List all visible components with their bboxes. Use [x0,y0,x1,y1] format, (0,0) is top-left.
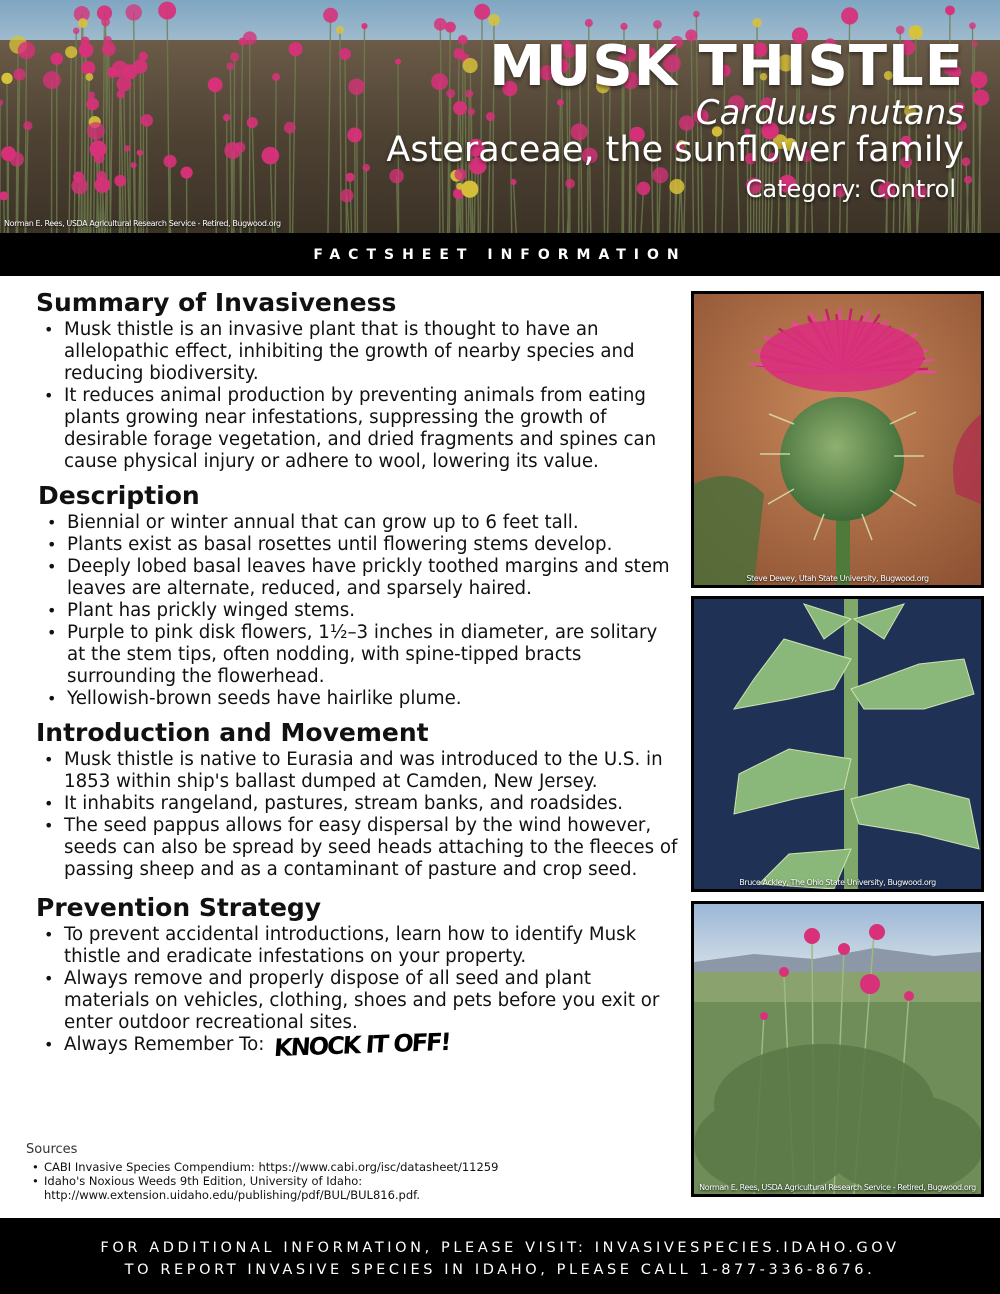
scientific-name: Carduus nutans [695,93,964,133]
list-item: • Biennial or winter annual that can grow up to 6 feet tall. [45,512,681,534]
list-item: • Purple to pink disk flowers, 1½–3 inches in diameter, are solitary at the stem tips, often nodding, with spine-tipped bracts surrounding the flowerhead. [45,622,681,688]
photo-field-plant [691,901,984,1197]
list-item: • It reduces animal production by preventing animals from eating plants growing near infestations, suppressing the growth of desirable forage vegetation, and dried fragments and spines can cause physical injury or adhere to wool, lowering its value. [42,385,681,473]
footer-info-line: FOR ADDITIONAL INFORMATION, PLEASE VISIT: INVASIVESPECIES.IDAHO.GOV [100,1240,900,1256]
photo-credit: Bruce Ackley, The Ohio State University, Bugwood.org [739,878,936,887]
summary-heading: Summary of Invasiveness [36,288,397,317]
sources-list [30,1160,676,1202]
flower-closeup-image [694,294,981,585]
photo-winged-stem [691,596,984,892]
introduction-list [42,749,681,881]
list-item: • Musk thistle is native to Eurasia and was introduced to the U.S. in 1853 within ship's ballast dumped at Camden, New Jersey. [42,749,681,793]
photo-credit: Norman E. Rees, USDA Agricultural Research Service - Retired, Bugwood.org [699,1183,976,1192]
list-item: • Yellowish-brown seeds have hairlike plume. [45,688,681,710]
footer-report-line: TO REPORT INVASIVE SPECIES IN IDAHO, PLEASE CALL 1-877-336-8676. [124,1262,876,1278]
description-list [45,512,681,710]
hero-banner [0,0,1000,233]
list-item: • It inhabits rangeland, pastures, stream banks, and roadsides. [42,793,681,815]
page-title: MUSK THISTLE [489,34,964,99]
prevention-list [42,924,681,1063]
list-item [42,1027,681,1063]
category-label: Category: Control [745,175,956,203]
factsheet-content [36,288,681,1064]
photo-credit: Steve Dewey, Utah State University, Bugwood.org [746,574,929,583]
hero-photo-credit: Norman E. Rees, USDA Agricultural Research Service - Retired, Bugwood.org [4,219,281,228]
source-item [30,1174,676,1202]
field-plant-image [694,904,981,1194]
sources [26,1142,676,1202]
factsheet-banner: FACTSHEET INFORMATION [0,233,1000,276]
list-item: • The seed pappus allows for easy dispersal by the wind however, seeds can also be spread by seed heads attaching to the fleeces of passing sheep and as a contaminant of pasture and crop seed. [42,815,681,881]
list-item: • Musk thistle is an invasive plant that is thought to have an allelopathic effect, inhibiting the growth of nearby species and reducing biodiversity. [42,319,681,385]
list-item: • Deeply lobed basal leaves have prickly toothed margins and stem leaves are alternate, reduced, and sparsely haired. [45,556,681,600]
summary-list [42,319,681,473]
footer [0,1218,1000,1294]
source-item-url: http://www.extension.uidaho.edu/publishing/pdf/BUL/BUL816.pdf. [44,1188,421,1202]
list-item: • To prevent accidental introductions, learn how to identify Musk thistle and eradicate infestations on your property. [42,924,681,968]
list-item: • Plants exist as basal rosettes until flowering stems develop. [45,534,681,556]
introduction-heading: Introduction and Movement [36,718,429,747]
list-item: • Always remove and properly dispose of all seed and plant materials on vehicles, clothing, shoes and pets before you exit or enter outdoor recreational sites. [42,968,681,1034]
list-item: • Plant has prickly winged stems. [45,600,681,622]
prevention-heading: Prevention Strategy [36,893,322,922]
remember-prefix: Always Remember To: [64,1034,265,1055]
knock-it-off-slogan: KNOCK IT OFF! [273,1027,451,1063]
photo-flower-closeup [691,291,984,588]
winged-stem-image [694,599,981,889]
plant-family: Asteraceae, the sunflower family [386,130,964,170]
sources-title: Sources [26,1142,78,1157]
description-heading: Description [38,481,200,510]
source-item: • CABI Invasive Species Compendium: https://www.cabi.org/isc/datasheet/11259 [30,1160,676,1174]
source-item-text: Idaho's Noxious Weeds 9th Edition, University of Idaho: [44,1174,363,1188]
